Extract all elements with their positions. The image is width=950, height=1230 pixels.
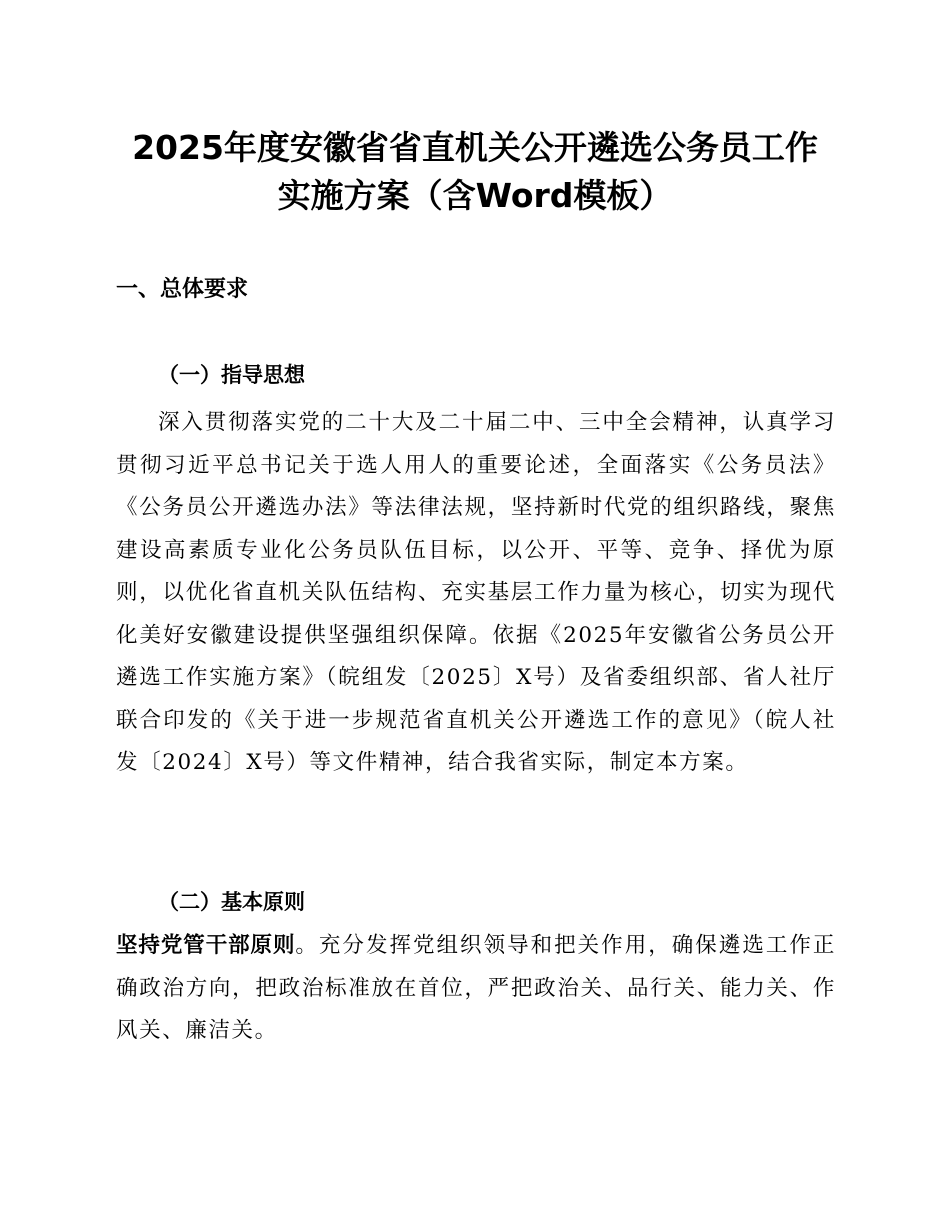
document-title-line1: 2025年度安徽省省直机关公开遴选公务员工作: [132, 128, 818, 167]
principle-paragraph: [116, 925, 836, 1053]
subsection-heading-basic-principles: （二）基本原则: [158, 889, 305, 914]
principle-body-text: 。充分发挥党组织领导和把关作用，确保遴选工作正确政治方向，把政治标准放在首位，严把政治关、品行关、能力关、作风关、廉洁关。: [116, 933, 836, 1043]
subsection-heading-guiding-ideology: （一）指导思想: [158, 362, 305, 387]
principle-lead-text: 坚持党管干部原则: [116, 933, 296, 958]
section-heading-overall-requirements: 一、总体要求: [116, 277, 249, 302]
guiding-ideology-paragraph: 深入贯彻落实党的二十大及二十届二中、三中全会精神，认真学习贯彻习近平总书记关于选人用人的重要论述，全面落实《公务员法》《公务员公开遴选办法》等法律法规，坚持新时代党的组织路线，聚焦建设高素质专业化公务员队伍目标，以公开、平等、竞争、择优为原则，以优化省直机关队伍结构、充实基层工作力量为核心，切实为现代化美好安徽建设提供坚强组织保障。依据《2025年安徽省公务员公开遴选工作实施方案》（皖组发〔2025〕X号）及省委组织部、省人社厅联合印发的《关于进一步规范省直机关公开遴选工作的意见》（皖人社发〔2024〕X号）等文件精神，结合我省实际，制定本方案。: [116, 410, 836, 775]
document-title-line2: 实施方案（含Word模板）: [277, 176, 673, 215]
document-title: [60, 124, 890, 220]
